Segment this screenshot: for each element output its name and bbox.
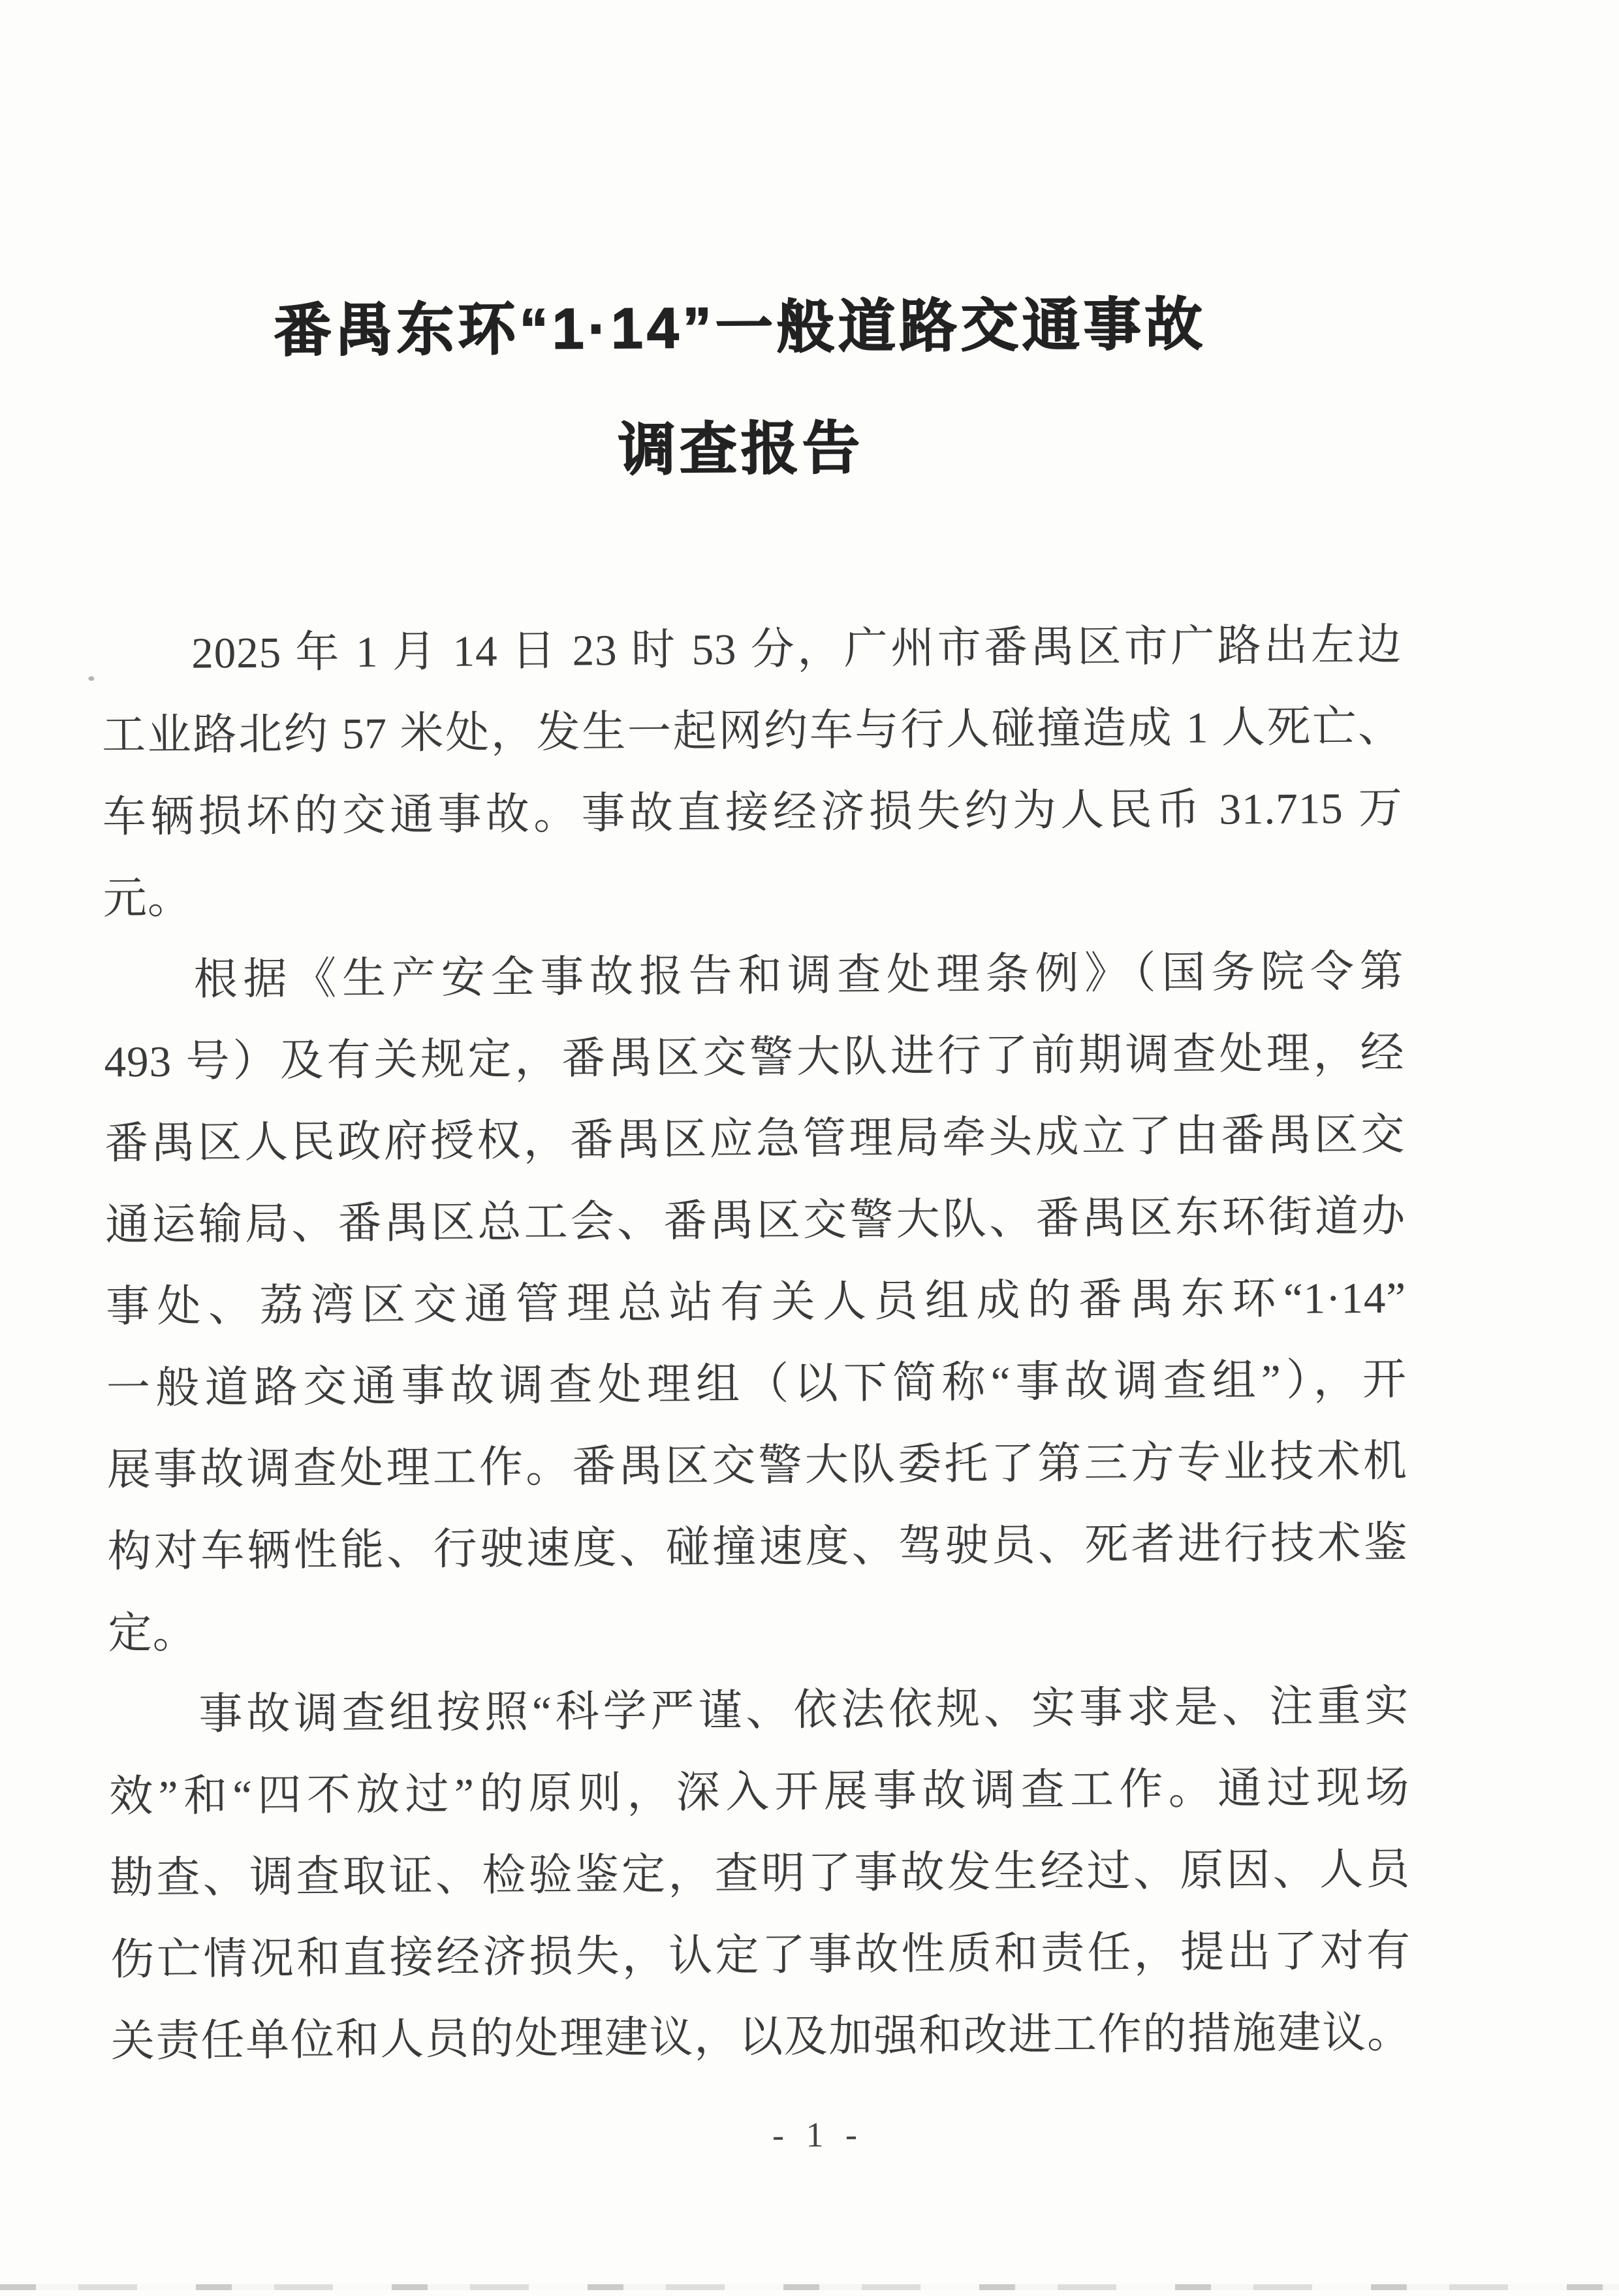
- page-number: - 1 -: [772, 2114, 864, 2155]
- text-line: 根据《生产安全事故报告和调查处理条例》（国务院令第: [193, 947, 1404, 1004]
- text-line: 一般道路交通事故调查处理组（以下简称“事故调查组”），开: [106, 1355, 1407, 1413]
- text-line: 通运输局、番禺区总工会、番禺区交警大队、番禺区东环街道办: [105, 1192, 1406, 1250]
- text-line: 勘查、调查取证、检验鉴定，查明了事故发生经过、原因、人员: [110, 1845, 1411, 1903]
- paragraph: [108, 1666, 1411, 2083]
- scan-dot-artifact: [88, 677, 94, 681]
- text-line: 伤亡情况和直接经济损失，认定了事故性质和责任，提出了对有: [110, 1926, 1411, 1985]
- text-line: 车辆损坏的交通事故。事故直接经济损失约为人民币 31.715 万: [102, 784, 1404, 842]
- text-line: 效”和“四不放过”的原则，深入开展事故调查工作。通过现场: [109, 1763, 1410, 1821]
- text-line: 展事故调查处理工作。番禺区交警大队委托了第三方专业技术机: [106, 1437, 1408, 1495]
- text-line: 事故调查组按照“科学严谨、依法依规、实事求是、注重实: [198, 1682, 1409, 1739]
- document-title-line1: 番禺东环“1·14”一般道路交通事故: [274, 291, 1207, 363]
- document-title: [87, 263, 1394, 515]
- paragraph: [103, 931, 1409, 1675]
- text-line: 2025 年 1 月 14 日 23 时 53 分，广州市番禺区市广路出左边: [191, 620, 1402, 678]
- text-line: 事处、荔湾区交通管理总站有关人员组成的番禺东环“1·14”: [105, 1273, 1407, 1331]
- text-line: 定。: [108, 1608, 197, 1658]
- scan-edge-artifact: [0, 2284, 1619, 2290]
- document-body: [101, 605, 1412, 2083]
- text-line: 构对车辆性能、行驶速度、碰撞速度、驾驶员、死者进行技术鉴: [107, 1518, 1408, 1576]
- document-title-line2: 调查报告: [618, 415, 864, 483]
- text-line: 工业路北约 57 米处，发生一起网约车与行人碰撞造成 1 人死亡、: [101, 702, 1403, 760]
- text-line: 493 号）及有关规定，番禺区交警大队进行了前期调查处理，经: [104, 1028, 1405, 1087]
- paragraph: [101, 605, 1404, 940]
- text-line: 元。: [102, 874, 193, 923]
- text-line: 番禺区人民政府授权，番禺区应急管理局牵头成立了由番禺区交: [104, 1110, 1406, 1168]
- text-line: 关责任单位和人员的处理建议，以及加强和改进工作的措施建议。: [110, 2008, 1412, 2066]
